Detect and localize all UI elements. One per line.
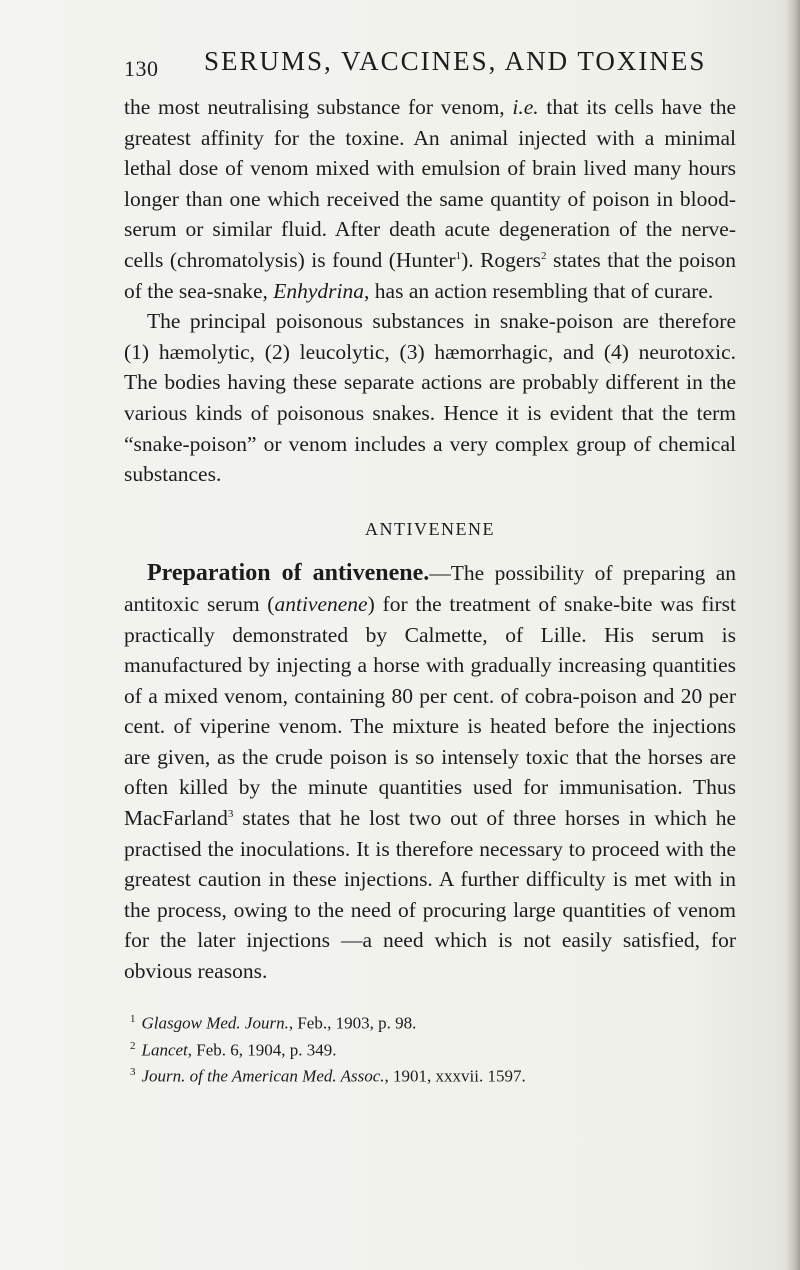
footnote bbox=[130, 1061, 730, 1088]
run-in-heading: Preparation of antivenene. bbox=[147, 560, 430, 587]
footnote bbox=[130, 1035, 730, 1062]
footnote bbox=[130, 1008, 730, 1035]
paragraph-poisonous-substances: The principal poisonous substances in snake-poison are therefore (1) hæmolytic, (2) leucolytic, (3) hæmorrhagic, and (4) neurotoxic. The bodies having these separate actions are probably different in the various kinds of poisonous snakes. Hence it is evident that the term “snake-poison” or venom includes a very complex group of chemical substances. bbox=[124, 309, 736, 487]
text-run: ) for the treatment of snake-bite was first practically demonstrated by Calmette, of Lille. His serum is manufactured by injecting a horse with gradually increasing quantities of a mixed venom, containing 80 per cent. of cobra-poison and 20 per cent. of viperine venom. The mixture is heated before the injections are given, as the crude poison is so intensely toxic that the horses are often killed by the minute quantities used for immunisation. Thus MacFarland bbox=[124, 591, 737, 831]
text-run: , has an action resembling that of curare. bbox=[364, 278, 714, 303]
page-number: 130 bbox=[124, 56, 159, 81]
text-run: that its cells have the greatest affinity for the toxine. An animal injected with a minimal lethal dose of venom mixed with emulsion of brain lived many hours longer than one which received the same quantity of poison in blood-serum or similar fluid. After death acute degeneration of the nerve-cells (chromatolysis) is found (Hunter bbox=[124, 95, 736, 272]
text-run: states that he lost two out of three horses in which he practised the inoculations. It is therefore necessary to proceed with the greatest caution in these injections. A further difficulty is met with in the process, owing to the need of procuring large quantities of venom for the later injections —a need which is not easily satisfied, for obvious reasons. bbox=[124, 806, 736, 984]
page-header bbox=[124, 46, 744, 86]
footnote-detail: , 1901, xxxvii. 1597. bbox=[384, 1066, 526, 1086]
text-run: the most neutralising substance for venom, bbox=[124, 95, 513, 119]
body-text bbox=[124, 92, 736, 987]
footnotes bbox=[130, 1008, 730, 1088]
paragraph-preparation bbox=[124, 558, 736, 986]
footnote-source: Journ. of the American Med. Assoc. bbox=[141, 1066, 385, 1086]
page-edge-shadow bbox=[786, 0, 800, 1270]
text-run: —The possibility of preparing an antitoxic serum ( bbox=[124, 561, 736, 616]
species-name: Enhydrina bbox=[273, 278, 365, 303]
paragraph-venom-affinity bbox=[124, 92, 736, 306]
italic-term: antivenene bbox=[274, 591, 368, 616]
text-run: states that the poison of the sea-snake, bbox=[124, 247, 736, 303]
footnote-detail: , Feb. 6, 1904, p. 349. bbox=[187, 1040, 337, 1060]
footnote-source: Glasgow Med. Journ. bbox=[141, 1013, 289, 1033]
footnote-number: 1 bbox=[130, 1013, 136, 1025]
running-head: SERUMS, VACCINES, AND TOXINES bbox=[204, 46, 707, 76]
section-heading: ANTIVENENE bbox=[365, 518, 495, 539]
footnote-detail: , Feb., 1903, p. 98. bbox=[288, 1013, 417, 1033]
footnote-ref-3: 3 bbox=[227, 807, 234, 820]
footnote-ref-2: 2 bbox=[541, 249, 547, 262]
footnote-ref-1: 1 bbox=[455, 249, 462, 262]
footnote-number: 3 bbox=[130, 1066, 136, 1079]
italic-abbrev: i.e. bbox=[512, 95, 539, 119]
text-run: ). Rogers bbox=[461, 247, 541, 272]
footnote-number: 2 bbox=[130, 1039, 136, 1052]
footnote-source: Lancet bbox=[141, 1040, 188, 1060]
